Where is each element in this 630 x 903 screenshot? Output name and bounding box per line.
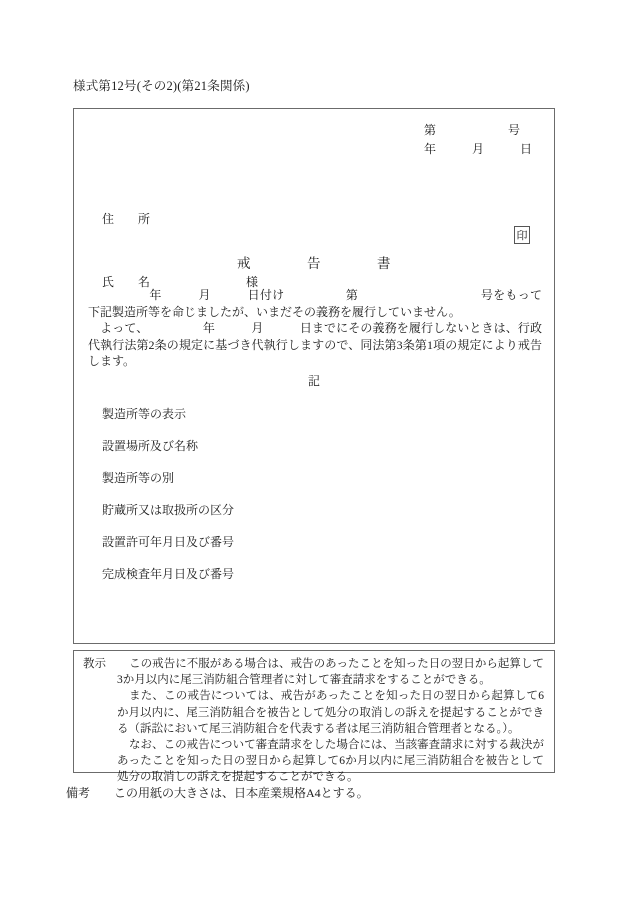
body-paragraph-1: 年 月 日付け 第 号をもって下記製造所等を命じましたが、いまだその義務を履行していません。 <box>88 288 542 319</box>
seal-area <box>514 226 530 244</box>
notice-paragraph-1: 教示 この戒告に不服がある場合は、戒告のあったことを知った日の翌日から起算して3か月以内に尾三消防組合管理者に対して審査請求をすることができる。 <box>83 658 544 687</box>
document-date-line: 年 月 日 <box>423 142 532 156</box>
name-honorific: 様 <box>246 275 259 289</box>
item-row: 完成検査年月日及び番号 <box>102 567 235 581</box>
appeal-instruction-box <box>73 650 555 784</box>
document-meta-block <box>424 121 532 159</box>
document-number-line: 第 号 <box>423 123 520 137</box>
document-title: 戒 告 書 <box>237 256 391 271</box>
notice-paragraph-3: なお、この戒告について審査請求をした場合には、当該審査請求に対する裁決があったことを知った日の翌日から起算して6か月以内に尾三消防組合を被告として処分の取消しの訴えを提起することができる。 <box>117 739 544 784</box>
name-label: 氏 名 <box>102 275 151 289</box>
item-row: 設置許可年月日及び番号 <box>102 535 235 549</box>
seal-box-icon: 印 <box>514 226 530 244</box>
ki-marker: 記 <box>307 374 320 388</box>
form-number-heading: 様式第12号(その2)(第21条関係) <box>73 79 250 93</box>
notice-paragraph-2: また、この戒告については、戒告があったことを知った日の翌日から起算して6か月以内に、尾三消防組合を被告として処分の取消しの訴えを提起することができる（訴訟において尾三消防組合を代表する者は尾三消防組合管理者となる。）。 <box>117 690 544 735</box>
item-row: 製造所等の別 <box>102 471 175 485</box>
item-row: 製造所等の表示 <box>102 407 187 421</box>
footer-remark: 備考 この用紙の大きさは、日本産業規格A4とする。 <box>66 786 369 800</box>
address-label: 住 所 <box>102 212 151 226</box>
body-paragraph-2: よって、 年 月 日までにその義務を履行しないときは、行政代執行法第2条の規定に基づき代執行しますので、同法第3条第1項の規定により戒告します。 <box>88 321 542 368</box>
item-label-list <box>102 398 234 590</box>
item-row: 貯蔵所又は取扱所の区分 <box>102 503 235 517</box>
item-row: 設置場所及び名称 <box>102 439 199 453</box>
main-form-box <box>73 108 555 644</box>
body-text-block <box>88 287 542 370</box>
